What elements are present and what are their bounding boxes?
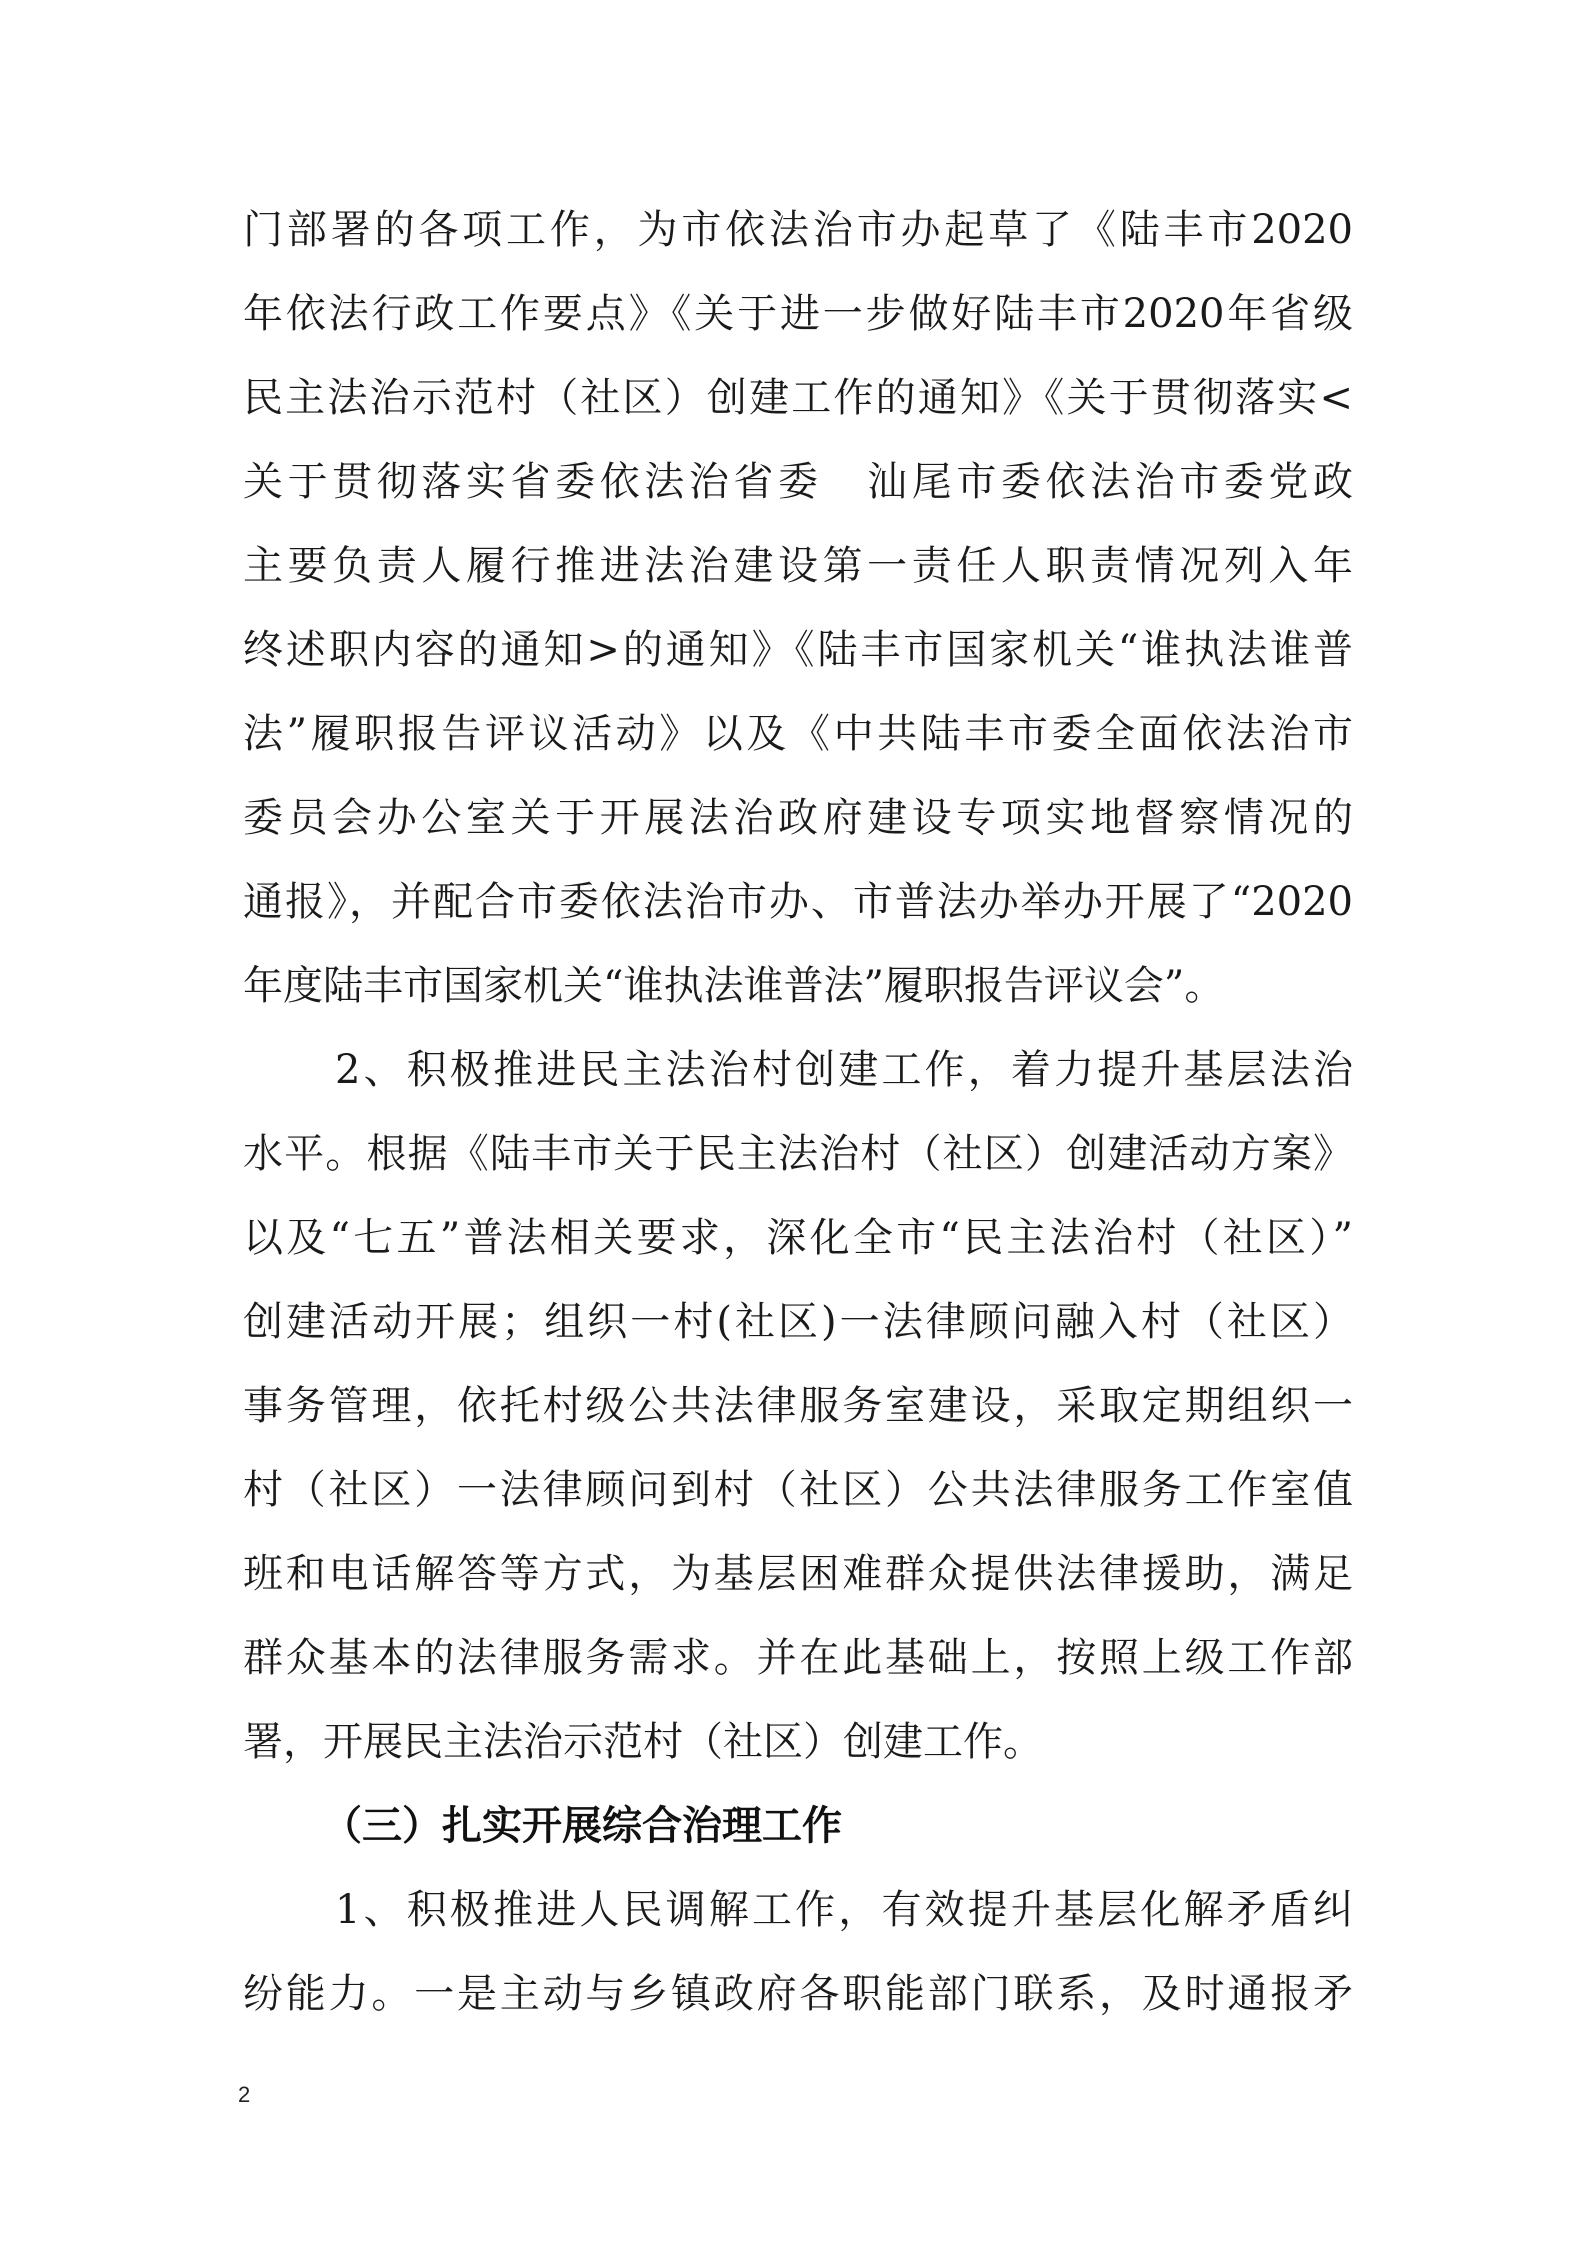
paragraph-line: 班和电话解答等方式，为基层困难群众提供法律援助，满足 — [243, 1551, 1353, 1597]
paragraph-line: 委员会办公室关于开展法治政府建设专项实地督察情况的 — [243, 795, 1353, 841]
paragraph-line: 1、积极推进人民调解工作，有效提升基层化解矛盾纠 — [335, 1887, 1353, 1933]
paragraph-line: 以及“七五”普法相关要求，深化全市“民主法治村（社区）” — [243, 1215, 1353, 1261]
paragraph-line: 民主法治示范村（社区）创建工作的通知》《关于贯彻落实< — [243, 375, 1353, 421]
paragraph-line: 署，开展民主法治示范村（社区）创建工作。 — [243, 1719, 1043, 1765]
page-number: 2 — [238, 2082, 251, 2107]
section-heading: （三）扎实开展综合治理工作 — [322, 1803, 842, 1849]
paragraph-line: 关于贯彻落实省委依法治省委 汕尾市委依法治市委党政 — [243, 459, 1353, 505]
paragraph-line: 事务管理，依托村级公共法律服务室建设，采取定期组织一 — [243, 1383, 1353, 1429]
paragraph-line: 创建活动开展；组织一村(社区)一法律顾问融入村（社区） — [243, 1299, 1353, 1345]
paragraph-line: 年度陆丰市国家机关“谁执法谁普法”履职报告评议会”。 — [243, 963, 1225, 1009]
paragraph-line: 终述职内容的通知>的通知》《陆丰市国家机关“谁执法谁普 — [243, 627, 1353, 673]
paragraph-line: 群众基本的法律服务需求。并在此基础上，按照上级工作部 — [243, 1635, 1353, 1681]
paragraph-line: 纷能力。一是主动与乡镇政府各职能部门联系，及时通报矛 — [243, 1971, 1353, 2017]
paragraph-line: 村（社区）一法律顾问到村（社区）公共法律服务工作室值 — [243, 1467, 1353, 1513]
paragraph-line: 通报》，并配合市委依法治市办、市普法办举办开展了“2020 — [243, 879, 1353, 925]
paragraph-line: 法”履职报告评议活动》以及《中共陆丰市委全面依法治市 — [243, 711, 1353, 757]
paragraph-line: 2、积极推进民主法治村创建工作，着力提升基层法治 — [335, 1047, 1353, 1093]
paragraph-line: 水平。根据《陆丰市关于民主法治村（社区）创建活动方案》 — [243, 1131, 1353, 1177]
paragraph-line: 主要负责人履行推进法治建设第一责任人职责情况列入年 — [243, 543, 1353, 589]
paragraph-line: 年依法行政工作要点》《关于进一步做好陆丰市2020年省级 — [243, 291, 1353, 337]
paragraph-line: 门部署的各项工作，为市依法治市办起草了《陆丰市2020 — [243, 207, 1353, 253]
